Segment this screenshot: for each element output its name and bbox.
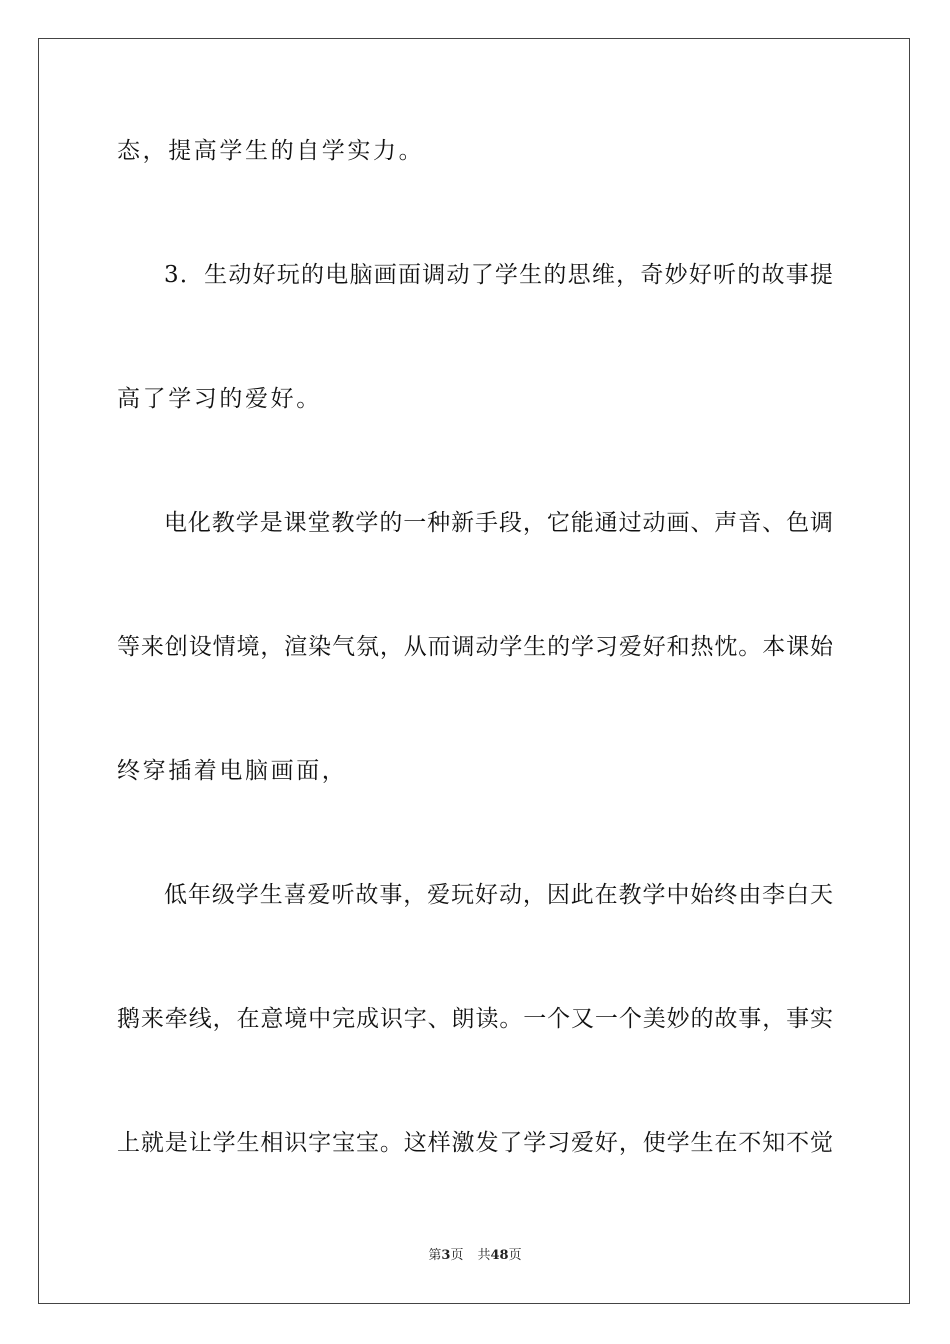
footer-page-prefix: 第 [428,1248,442,1263]
page-frame [38,38,910,1304]
paragraph-line-5: 等来创设情境，渲染气氛，从而调动学生的学习爱好和热忱。本课始 [117,634,833,660]
paragraph-line-6: 终穿插着电脑画面， [117,758,348,784]
paragraph-line-3: 高了学习的爱好。 [117,386,322,412]
paragraph-line-7: 低年级学生喜爱听故事，爱玩好动，因此在教学中始终由李白天 [164,882,833,908]
paragraph-line-9: 上就是让学生相识字宝宝。这样激发了学习爱好，使学生在不知不觉 [117,1130,833,1156]
paragraph-line-8: 鹅来牵线，在意境中完成识字、朗读。一个又一个美妙的故事，事实 [117,1006,833,1032]
paragraph-line-4: 电化教学是课堂教学的一种新手段，它能通过动画、声音、色调 [164,510,833,536]
footer-page-total: 48 [490,1248,509,1263]
footer-total-suffix: 页 [508,1248,522,1263]
paragraph-line-1: 态，提高学生的自学实力。 [117,138,425,164]
page-footer [0,1248,950,1264]
footer-page-suffix: 页 [450,1248,464,1263]
footer-page-current: 3 [441,1248,451,1263]
footer-total-prefix: 共 [477,1248,491,1263]
paragraph-line-2: 3．生动好玩的电脑画面调动了学生的思维，奇妙好听的故事提 [164,262,833,288]
